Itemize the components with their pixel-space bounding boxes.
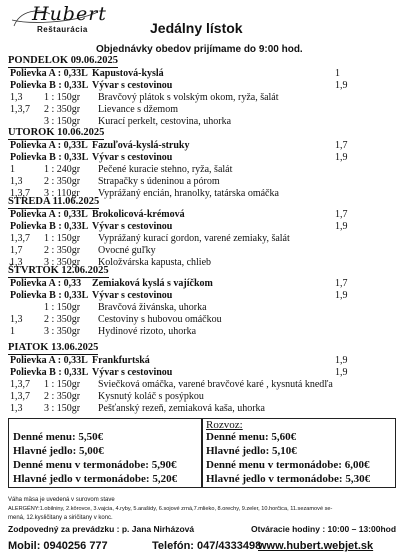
soup-name: Brokolicová-krémová: [92, 209, 185, 220]
allergens-note-cont: mená, 12.kysličitany a siričitany v konc.: [8, 515, 113, 521]
price-main-box: Hlavné jedlo v termonádobe: 5,20€: [13, 473, 178, 485]
meal-name: Hydinové rizoto, uhorka: [98, 326, 197, 337]
meal-number: 2 : 350gr: [44, 314, 81, 325]
soup-label: Polievka A : 0,33L: [10, 355, 88, 366]
meal-name: Cestoviny s hubovou omáčkou: [98, 314, 222, 325]
delivery-main: Hlavné jedlo: 5,10€: [206, 445, 297, 457]
day-heading: PIATOK 13.06.2025: [8, 342, 99, 353]
allergen-codes: 1,3: [10, 257, 23, 268]
price-main: Hlavné jedlo: 5,00€: [13, 445, 104, 457]
phone-number: Telefón: 047/4333498: [152, 540, 262, 552]
delivery-title: Rozvoz:: [206, 419, 243, 431]
meal-name: Strapačky s údeninou a pórom: [98, 176, 220, 187]
soup-name: Fazuľová-kyslá-struky: [92, 140, 190, 151]
meal-number: 3 : 110gr: [44, 188, 80, 199]
soup-allergens: 1,9: [335, 355, 348, 366]
allergen-codes: 1,3,7: [10, 391, 30, 402]
soup-allergens: 1,7: [335, 209, 348, 220]
meal-number: 2 : 350gr: [44, 176, 81, 187]
meal-name: Kysnutý koláč s posýpkou: [98, 391, 204, 402]
meal-number: 1 : 150gr: [44, 92, 81, 103]
manager-text: Zodpovedný za prevádzku : p. Jana Nirházová: [8, 524, 195, 534]
soup-name: Vývar s cestovinou: [92, 367, 173, 378]
price-box-delivery: [201, 418, 396, 488]
meal-name: Pečené kuracie stehno, ryža, šalát: [98, 164, 233, 175]
soup-name: Vývar s cestovinou: [92, 152, 173, 163]
delivery-main-box: Hlavné jedlo v termonádobe: 5,30€: [206, 473, 371, 485]
meal-number: 3 : 350gr: [44, 257, 81, 268]
meal-number: 1 : 150gr: [44, 302, 81, 313]
soup-label: Polievka A : 0,33: [10, 278, 82, 289]
delivery-menu-box: Denné menu v termonádobe: 6,00€: [206, 459, 370, 471]
soup-name: Vývar s cestovinou: [92, 221, 173, 232]
soup-label: Polievka B : 0,33L: [10, 290, 89, 301]
soup-allergens: 1,7: [335, 278, 348, 289]
allergen-codes: 1,3: [10, 92, 23, 103]
meal-number: 3 : 150gr: [44, 116, 81, 127]
soup-name: Zemiaková kyslá s vajíčkom: [92, 278, 213, 289]
soup-name: Kapustová-kyslá: [92, 68, 164, 79]
logo-name: Hubert: [32, 3, 107, 25]
meal-number: 1 : 150gr: [44, 379, 81, 390]
allergens-note: ALERGÉNY:1.obilniny, 2.kôrovce, 3.vajcia, 4.ryby, 5.arašidy, 6.sojové zrná,7.mlieko, 8.orechy, 9.zeler, 10.horčica, 11.sezamové se-: [8, 506, 333, 512]
allergen-codes: 1,3,7: [10, 104, 30, 115]
meal-name: Vyprážaný kurací gordon, varené zemiaky, šalát: [98, 233, 290, 244]
soup-label: Polievka B : 0,33L: [10, 80, 89, 91]
meal-number: 2 : 350gr: [44, 104, 81, 115]
soup-label: Polievka B : 0,33L: [10, 152, 89, 163]
price-menu: Denné menu: 5,50€: [13, 431, 104, 443]
allergen-codes: 1,3,7: [10, 379, 30, 390]
meal-number: 3 : 350gr: [44, 326, 81, 337]
meal-number: 2 : 350gr: [44, 245, 81, 256]
soup-label: Polievka B : 0,33L: [10, 221, 89, 232]
price-box-local: [8, 418, 203, 488]
meal-name: Pešťanský rezeň, zemiaková kaša, uhorka: [98, 403, 265, 414]
meal-name: Kurací perkelt, cestovina, uhorka: [98, 116, 232, 127]
allergen-codes: 1,7: [10, 245, 23, 256]
soup-allergens: 1,9: [335, 152, 348, 163]
page-title: Jedálny lístok: [150, 20, 243, 36]
soup-allergens: 1,9: [335, 367, 348, 378]
soup-allergens: 1,9: [335, 221, 348, 232]
day-heading: STREDA 11.06.2025: [8, 196, 100, 207]
weight-note: Váha mäsa je uvedená v surovom stave: [8, 497, 115, 503]
soup-name: Vývar s cestovinou: [92, 290, 173, 301]
delivery-menu: Denné menu: 5,60€: [206, 431, 297, 443]
soup-label: Polievka A : 0,33L: [10, 140, 88, 151]
soup-label: Polievka B : 0,33L: [10, 367, 89, 378]
day-heading: UTOROK 10.06.2025: [8, 127, 105, 138]
meal-name: Vyprážaný encián, hranolky, tatárska omáčka: [98, 188, 279, 199]
soup-label: Polievka A : 0,33L: [10, 68, 88, 79]
day-heading: PONDELOK 09.06.2025: [8, 55, 118, 66]
meal-name: Koložvárska kapusta, chlieb: [98, 257, 212, 268]
meal-number: 1 : 150gr: [44, 233, 81, 244]
day-heading: ŠTVRTOK 12.06.2025: [8, 265, 109, 276]
soup-allergens: 1,7: [335, 140, 348, 151]
soup-allergens: 1: [335, 68, 340, 79]
logo-subtitle: Reštaurácia: [37, 25, 88, 34]
meal-number: 3 : 150gr: [44, 403, 81, 414]
page-subtitle: Objednávky obedov prijímame do 9:00 hod.: [96, 44, 303, 55]
meal-number: 2 : 350gr: [44, 391, 81, 402]
allergen-codes: 1,3,7: [10, 233, 30, 244]
price-menu-box: Denné menu v termonádobe: 5,90€: [13, 459, 177, 471]
meal-name: Lievance s džemom: [98, 104, 178, 115]
allergen-codes: 1,3: [10, 176, 23, 187]
website-link[interactable]: www.hubert.webjet.sk: [258, 540, 374, 552]
allergen-codes: 1,3: [10, 403, 23, 414]
meal-name: Ovocné guľky: [98, 245, 156, 256]
meal-name: Bravčová živánska, uhorka: [98, 302, 207, 313]
meal-name: Sviečková omáčka, varené bravčové karé , kysnutá knedľa: [98, 379, 333, 390]
soup-name: Vývar s cestovinou: [92, 80, 173, 91]
allergen-codes: 1,3,7: [10, 188, 30, 199]
allergen-codes: 1: [10, 164, 15, 175]
soup-label: Polievka A : 0,33L: [10, 209, 88, 220]
soup-allergens: 1,9: [335, 290, 348, 301]
allergen-codes: 1: [10, 326, 15, 337]
meal-name: Bravčový plátok s volským okom, ryža, šalát: [98, 92, 279, 103]
allergen-codes: 1,3: [10, 314, 23, 325]
soup-name: Frankfurtská: [92, 355, 150, 366]
meal-number: 1 : 240gr: [44, 164, 81, 175]
mobile-number: Mobil: 0940256 777: [8, 540, 108, 552]
soup-allergens: 1,9: [335, 80, 348, 91]
opening-hours: Otváracie hodiny : 10:00 – 13:00hod: [251, 524, 397, 534]
